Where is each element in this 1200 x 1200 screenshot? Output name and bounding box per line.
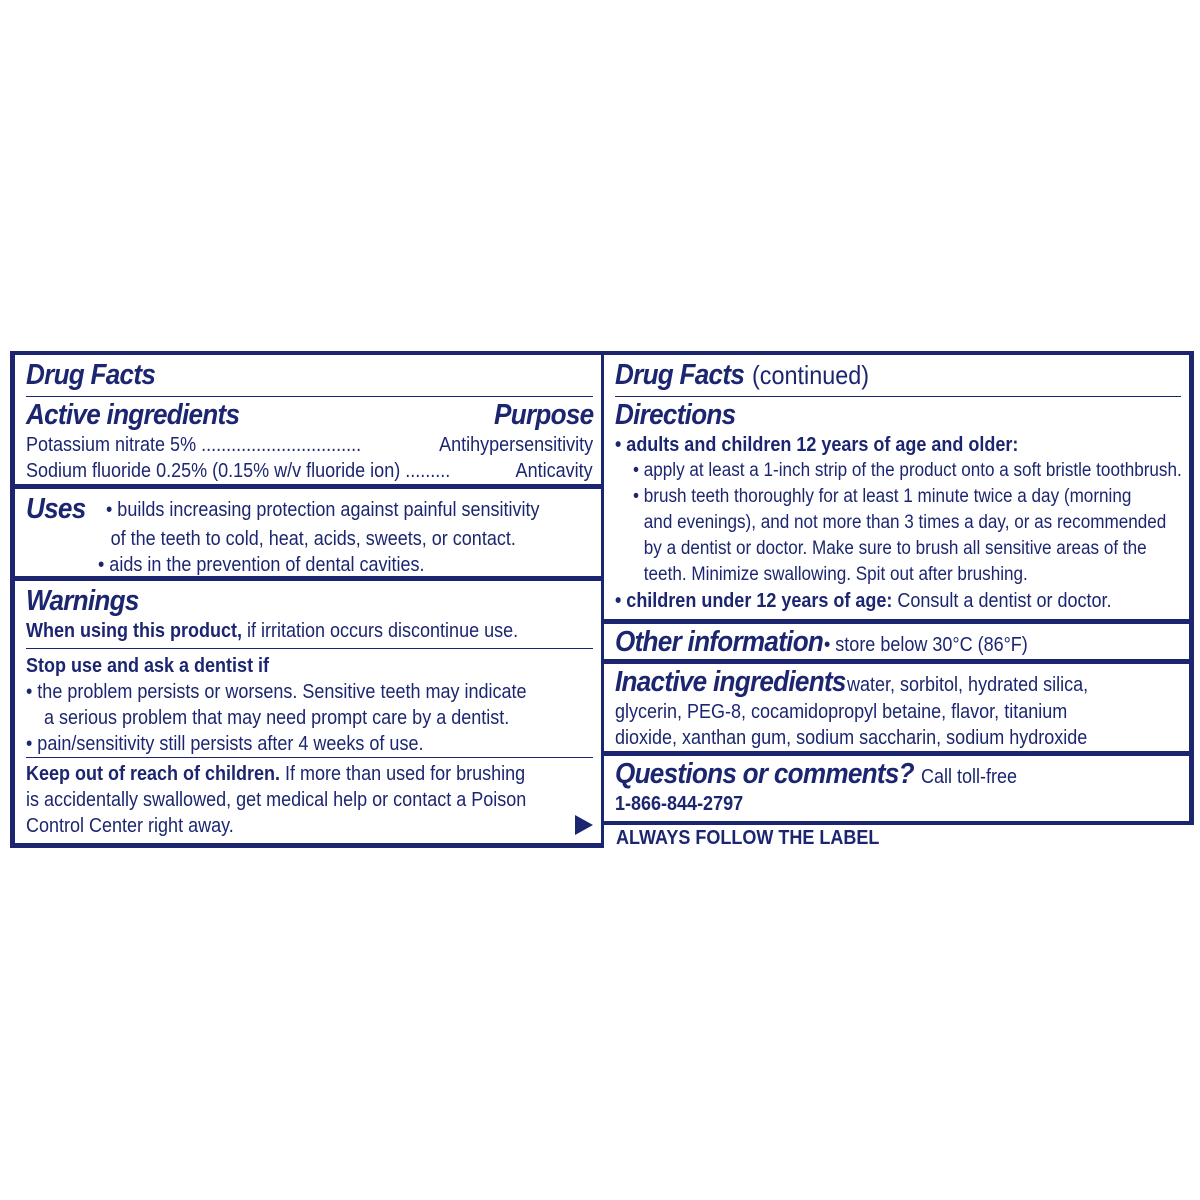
phone-number: 1-866-844-2797	[615, 793, 744, 815]
left-column	[10, 355, 604, 848]
stop-use-heading: Stop use and ask a dentist if	[26, 655, 270, 677]
inactive-ingredients-text: glycerin, PEG-8, cocamidopropyl betaine, flavor, titanium	[615, 701, 1068, 723]
other-information-heading: Other information	[615, 626, 824, 658]
active-ingredient-name: Sodium fluoride 0.25% (0.15% w/v fluoride ion) .........	[26, 460, 451, 482]
keep-out-text: is accidentally swallowed, get medical help or contact a Poison	[26, 789, 527, 811]
children-text: Consult a dentist or doctor.	[892, 590, 1112, 612]
right-column	[604, 355, 1194, 825]
keep-out-bold: Keep out of reach of children.	[26, 763, 281, 785]
stop-use-line: • pain/sensitivity still persists after 4 weeks of use.	[26, 733, 424, 755]
inactive-ingredients-text: water, sorbitol, hydrated silica,	[847, 674, 1089, 696]
warnings-heading: Warnings	[26, 585, 139, 617]
purpose-heading: Purpose	[493, 399, 593, 431]
active-row	[26, 458, 593, 484]
active-row	[26, 432, 593, 458]
uses-line: • aids in the prevention of dental cavities.	[98, 554, 425, 576]
other-information-text: • store below 30°C (86°F)	[824, 634, 1029, 656]
active-ingredients-section	[15, 355, 601, 489]
directions-line: and evenings), and not more than 3 times a day, or as recommended	[643, 512, 1167, 533]
active-ingredient-purpose: Anticavity	[515, 460, 593, 482]
keep-out-section	[15, 757, 601, 843]
questions-section	[604, 756, 1189, 821]
questions-heading: Questions or comments?	[615, 758, 914, 790]
uses-line: of the teeth to cold, heat, acids, sweets, or contact.	[110, 528, 516, 550]
stop-use-line: • the problem persists or worsens. Sensitive teeth may indicate	[26, 681, 527, 703]
continue-arrow-icon	[575, 815, 593, 835]
active-ingredients-heading: Active ingredients	[26, 399, 240, 431]
keep-out-text: If more than used for brushing	[280, 763, 526, 785]
when-using-text: if irritation occurs discontinue use.	[241, 620, 519, 642]
keep-out-text: Control Center right away.	[26, 815, 234, 837]
other-information-section	[604, 624, 1189, 664]
children-bold: • children under 12 years of age:	[615, 590, 893, 612]
inactive-ingredients-section	[604, 664, 1189, 756]
uses-section	[15, 489, 601, 581]
drug-facts-title: Drug Facts	[26, 359, 156, 391]
adults-heading: • adults and children 12 years of age and older:	[615, 434, 1019, 456]
directions-heading: Directions	[615, 399, 736, 431]
questions-text: Call toll-free	[921, 766, 1018, 788]
directions-line: by a dentist or doctor. Make sure to brush all sensitive areas of the	[643, 538, 1147, 559]
active-ingredient-name: Potassium nitrate 5% ................................	[26, 434, 362, 456]
directions-line: • apply at least a 1-inch strip of the product onto a soft bristle toothbrush.	[633, 460, 1182, 481]
directions-line: • brush teeth thoroughly for at least 1 minute twice a day (morning	[633, 486, 1132, 507]
drug-facts-continued-title: Drug Facts	[615, 359, 745, 391]
inactive-ingredients-heading: Inactive ingredients	[615, 666, 846, 698]
directions-section	[604, 355, 1189, 624]
always-follow-label-footer: ALWAYS FOLLOW THE LABEL	[616, 827, 880, 849]
continued-label: (continued)	[752, 360, 870, 390]
when-using-bold: When using this product,	[26, 620, 242, 642]
uses-line: • builds increasing protection against painful sensitivity	[106, 499, 540, 521]
drug-facts-label	[10, 351, 1194, 848]
inactive-ingredients-text: dioxide, xanthan gum, sodium saccharin, sodium hydroxide	[615, 727, 1088, 749]
directions-line: teeth. Minimize swallowing. Spit out after brushing.	[643, 564, 1028, 585]
active-ingredient-purpose: Antihypersensitivity	[438, 434, 593, 456]
stop-use-line: a serious problem that may need prompt care by a dentist.	[44, 707, 510, 729]
warnings-section	[15, 581, 601, 753]
uses-heading: Uses	[26, 493, 86, 525]
